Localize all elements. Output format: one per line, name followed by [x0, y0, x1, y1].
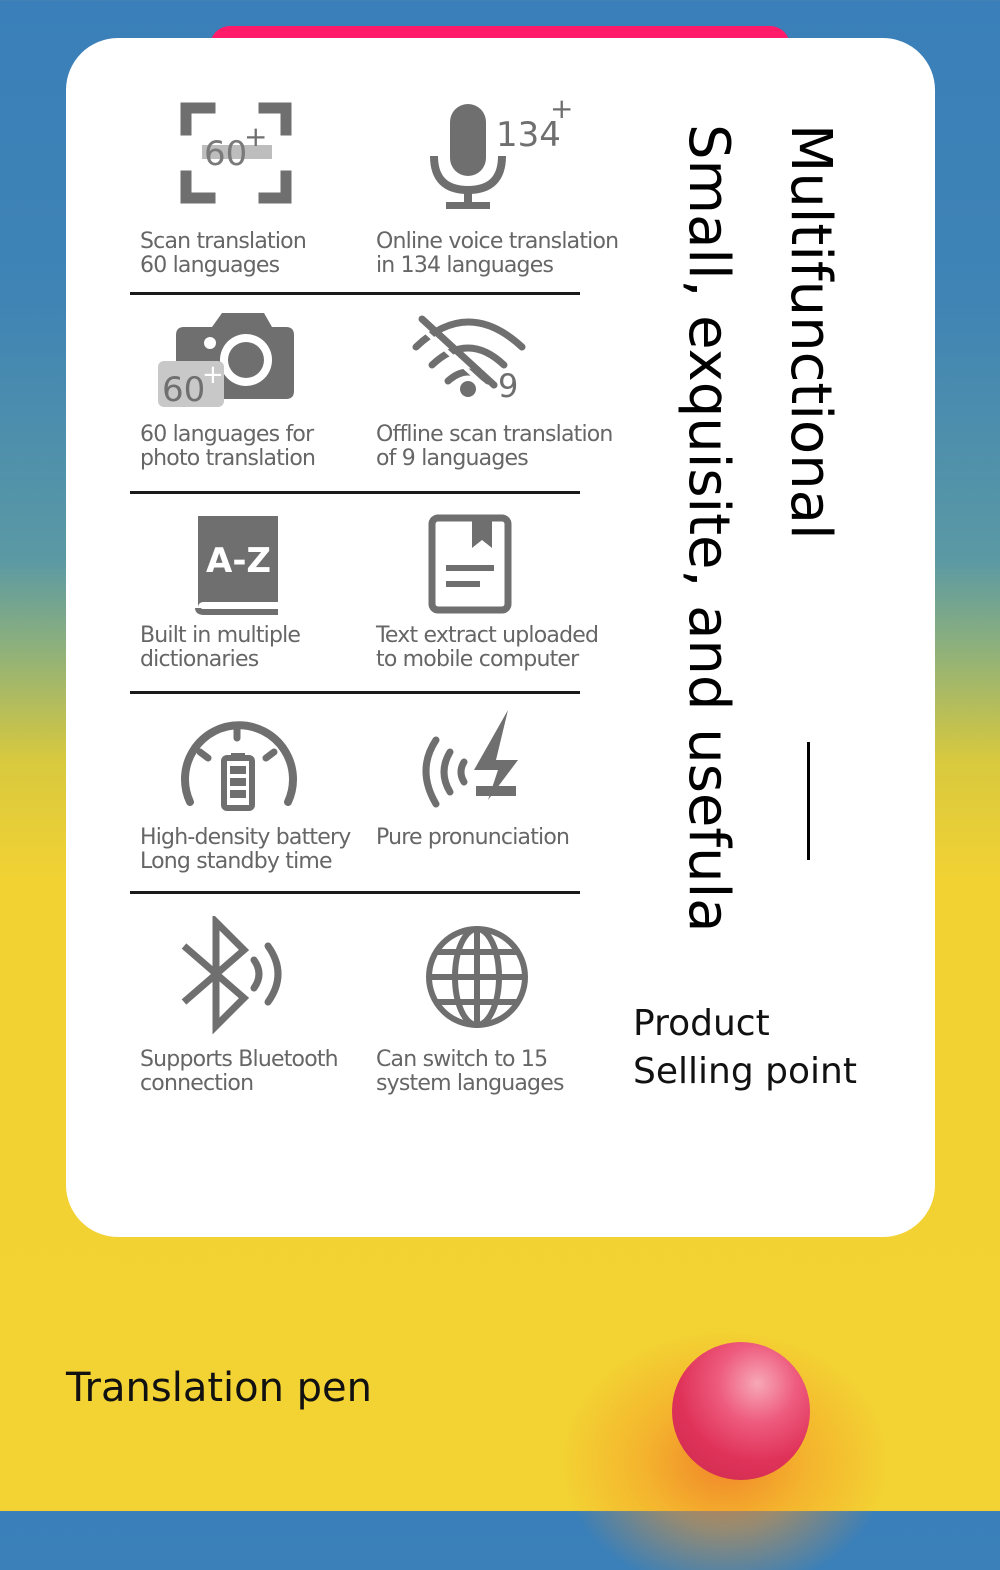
offline-badge-number: 9 — [498, 367, 519, 405]
selling-line2: Selling point — [633, 1051, 857, 1092]
feature-label-line2: of 9 languages — [376, 446, 528, 471]
row-divider — [130, 891, 580, 894]
feature-label-line1: Built in multiple — [140, 623, 301, 648]
vertical-rule — [807, 742, 810, 860]
pink-ball-decoration — [672, 1342, 810, 1480]
feature-label-line1: High-density battery — [140, 825, 351, 850]
selling-line1: Product — [633, 1003, 770, 1044]
feature-label-line2: connection — [140, 1071, 254, 1096]
photo-badge-plus: + — [202, 360, 224, 390]
scan-badge-number: 60 — [204, 134, 248, 174]
feature-label-line2: system languages — [376, 1071, 564, 1096]
feature-label-line1: Pure pronunciation — [376, 825, 570, 850]
voice-badge-plus: + — [550, 98, 574, 125]
translation-pen-title: Translation pen — [66, 1365, 373, 1411]
heading-multifunctional: Multifunctional — [778, 124, 843, 540]
feature-label-line1: Offline scan translation — [376, 422, 613, 447]
product-selling-point — [633, 1000, 857, 1096]
feature-label-line1: Can switch to 15 — [376, 1047, 548, 1072]
feature-label-line2: to mobile computer — [376, 647, 579, 672]
sound-wave-icon — [376, 710, 611, 840]
row-divider — [130, 691, 580, 694]
camera-icon — [140, 305, 375, 435]
feature-label-line1: Scan translation — [140, 229, 306, 254]
scan-badge-plus: + — [244, 120, 268, 153]
scan-frame-icon — [140, 98, 375, 228]
feature-label-line2: Long standby time — [140, 849, 332, 874]
feature-label-line2: dictionaries — [140, 647, 259, 672]
battery-gauge-icon — [140, 710, 375, 840]
offline-wifi-icon — [376, 305, 611, 435]
dictionary-badge: A-Z — [206, 541, 272, 581]
globe-icon — [376, 916, 611, 1046]
feature-label-line2: photo translation — [140, 446, 316, 471]
bluetooth-icon — [140, 916, 375, 1046]
heading-small-exquisite: Small, exquisite, and usefula — [676, 124, 741, 933]
microphone-icon — [376, 98, 611, 228]
voice-badge-number: 134 — [496, 115, 561, 155]
row-divider — [130, 292, 580, 295]
feature-label-line1: 60 languages for — [140, 422, 314, 447]
feature-label-line2: 60 languages — [140, 253, 280, 278]
feature-label-line1: Supports Bluetooth — [140, 1047, 338, 1072]
row-divider — [130, 491, 580, 494]
feature-label-line1: Text extract uploaded — [376, 623, 599, 648]
photo-badge-number: 60 — [162, 370, 206, 410]
feature-label-line2: in 134 languages — [376, 253, 554, 278]
feature-label-line1: Online voice translation — [376, 229, 619, 254]
